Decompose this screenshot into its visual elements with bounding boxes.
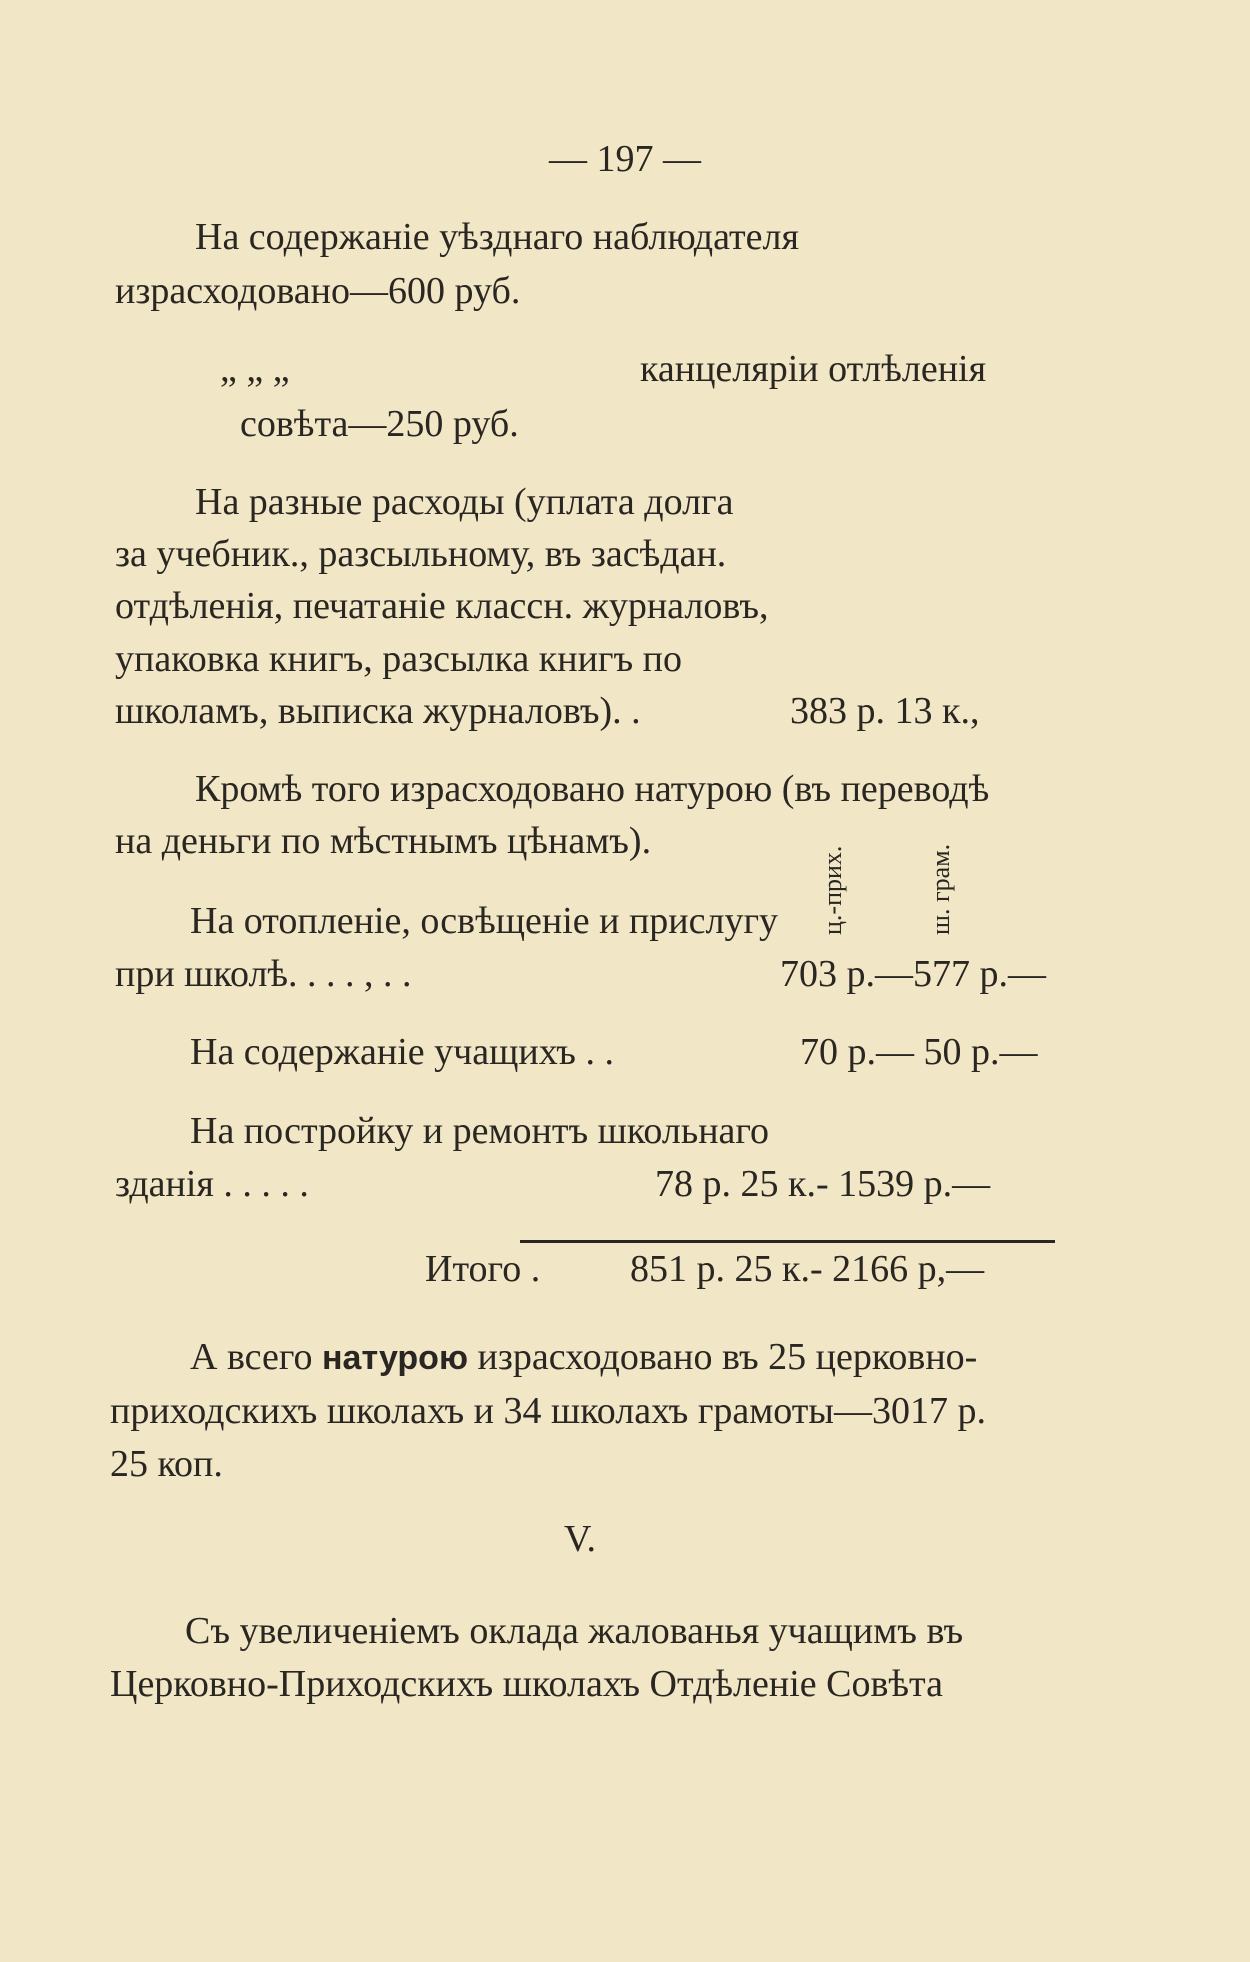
text-line: На содержаніе учащихъ . .	[190, 1031, 614, 1073]
text-line: отдѣленія, печатаніе классн. журналовъ,	[115, 585, 769, 627]
column-header: ц.-прих.	[818, 845, 847, 935]
bold-word: натурою	[322, 1339, 468, 1377]
text-line: приходскихъ школахъ и 34 школахъ грамоты—3017 р.	[110, 1390, 986, 1432]
total-rule	[520, 1240, 1055, 1243]
text-line: На разные расходы (уплата долга	[195, 481, 734, 523]
total-label: Итого .	[425, 1248, 541, 1290]
section-heading: V.	[563, 1518, 597, 1560]
amount: 703 р.—577 р.—	[780, 953, 1046, 995]
text-line: 25 коп.	[110, 1443, 223, 1485]
text-span: израсходовано въ 25 церковно-	[477, 1336, 978, 1378]
text-line: На постройку и ремонтъ школьнаго	[190, 1110, 770, 1152]
text-line: школамъ, выписка журналовъ). .	[115, 690, 641, 732]
ditto-marks: „ „ „	[220, 348, 290, 390]
text-line: Церковно-Приходскихъ школахъ Отдѣленіе Совѣта	[110, 1663, 943, 1705]
amount: 383 р. 13 к.,	[790, 690, 980, 732]
total-amount: 851 р. 25 к.- 2166 р,—	[630, 1248, 985, 1290]
text-line: Съ увеличеніемъ оклада жалованья учащимъ въ	[185, 1610, 964, 1652]
text-line: израсходовано—600 руб.	[115, 270, 521, 312]
text-line: упаковка книгъ, разсылка книгъ по	[115, 638, 682, 680]
text-line: зданія . . . . .	[115, 1163, 309, 1205]
amount: 70 р.— 50 р.—	[800, 1031, 1038, 1073]
text-line: На содержаніе уѣзднаго наблюдателя	[195, 216, 799, 258]
text-line: на деньги по мѣстнымъ цѣнамъ).	[115, 820, 652, 862]
text-line: при школѣ. . . . , . .	[115, 953, 412, 995]
text-line: На отопленіе, освѣщеніе и прислугу	[190, 900, 779, 942]
text-line: канцеляріи отлѣленія	[640, 348, 987, 390]
column-header: ш. грам.	[926, 843, 955, 935]
text-line: за учебник., разсыльному, въ засѣдан.	[115, 533, 727, 575]
page-number: — 197 —	[549, 138, 701, 180]
text-line: совѣта—250 руб.	[240, 403, 519, 445]
amount: 78 р. 25 к.- 1539 р.—	[655, 1163, 991, 1205]
text-span: А всего	[190, 1336, 313, 1378]
text-line	[190, 1338, 977, 1376]
text-line: Кромѣ того израсходовано натурою (въ переводѣ	[195, 768, 990, 810]
